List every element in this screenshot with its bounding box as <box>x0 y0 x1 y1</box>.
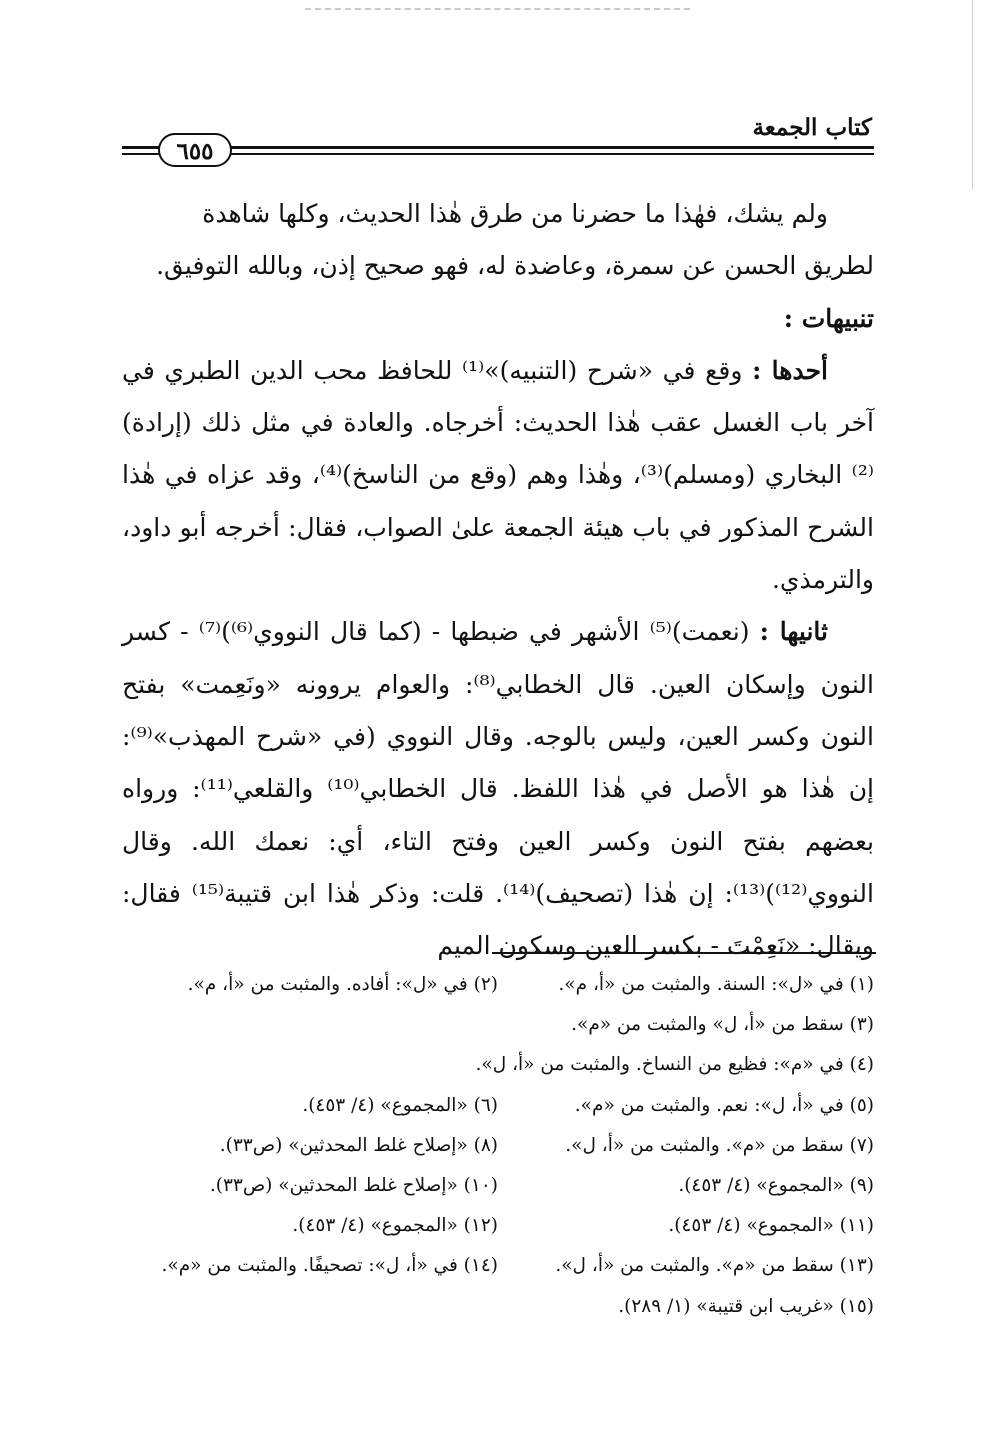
footnote-6: (٦) «المجموع» (٤/ ٤٥٣). <box>302 1094 498 1116</box>
footnote-8: (٨) «إصلاح غلط المحدثين» (ص٣٣). <box>219 1134 498 1156</box>
paragraph-first-note <box>122 345 874 606</box>
header-rule-thick <box>122 146 874 149</box>
footnote-row <box>122 1086 874 1126</box>
body-line-1: ولم يشك، فهٰذا ما حضرنا من طرق هٰذا الحديث، وكلها شاهدة <box>202 199 828 228</box>
body-line-2: لطريق الحسن عن سمرة، وعاضدة له، فهو صحيح إذن، وبالله التوفيق. <box>156 251 874 281</box>
footnote-row <box>122 1206 874 1246</box>
footnote-7: (٧) سقط من «م». والمثبت من «أ، ل». <box>565 1134 874 1156</box>
section-heading: تنبيهات : <box>783 303 874 333</box>
paragraph-first-text: وقع في «شرح (التنبيه)»⁽¹⁾ للحافظ محب الدين الطبري في آخر باب الغسل عقب هٰذا الحديث: أخرجاه. والعادة في مثل ذلك (إرادة)⁽²⁾ البخاري (ومسلم)⁽³⁾، وهٰذا وهم (وقع من الناسخ)⁽⁴⁾، وقد عزاه في هٰذا الشرح المذكور في باب هيئة الجمعة علىٰ الصواب، فقال: أخرجه أبو داود، والترمذي. <box>122 355 874 595</box>
footnote-row <box>122 1166 874 1206</box>
footnote-row <box>122 1126 874 1166</box>
footnote-14: (١٤) في «أ، ل»: تصحيفًا. والمثبت من «م». <box>161 1255 498 1277</box>
lead-word-first: أحدها : <box>752 355 828 385</box>
footnote-row <box>122 1246 874 1286</box>
footnote-13: (١٣) سقط من «م». والمثبت من «أ، ل». <box>555 1255 874 1277</box>
main-text <box>122 188 874 972</box>
footnote-row <box>122 1287 874 1327</box>
footnote-9: (٩) «المجموع» (٤/ ٤٥٣). <box>678 1174 874 1196</box>
footnote-1: (١) في «ل»: السنة. والمثبت من «أ، م». <box>558 974 874 995</box>
paragraph-second-note <box>122 606 874 972</box>
footnote-row <box>122 1045 874 1085</box>
footnotes <box>122 965 874 1327</box>
footnote-separator <box>492 952 876 954</box>
footnote-5: (٥) في «أ، ل»: نعم. والمثبت من «م». <box>574 1094 874 1116</box>
top-dashed-guide <box>305 8 690 10</box>
footnote-11: (١١) «المجموع» (٤/ ٤٥٣). <box>668 1215 874 1237</box>
footnote-3: (٣) سقط من «أ، ل» والمثبت من «م». <box>571 1014 874 1036</box>
footnote-row <box>122 965 874 1005</box>
footnote-15: (١٥) «غريب ابن قتيبة» (١/ ٢٨٩). <box>618 1295 874 1317</box>
paragraph-second-text: (نعمت)⁽⁵⁾ الأشهر في ضبطها - (كما قال النووي⁽⁶⁾)⁽⁷⁾ - كسر النون وإسكان العين. قال الخطابي⁽⁸⁾: والعوام يروونه «ونَعِمت» بفتح النون وكسر العين، وليس بالوجه. وقال النووي (في «شرح المهذب»⁽⁹⁾: إن هٰذا هو الأصل في هٰذا اللفظ. قال الخطابي⁽¹⁰⁾ والقلعي⁽¹¹⁾: ورواه بعضهم بفتح النون وكسر العين وفتح التاء، أي: نعمك الله. وقال النووي⁽¹²⁾)⁽¹³⁾: إن هٰذا (تصحيف)⁽¹⁴⁾. قلت: وذكر هٰذا ابن قتيبة⁽¹⁵⁾ فقال: ويقال: «نَعِمْتَ - بكسر العين وسكون الميم <box>122 617 874 961</box>
header-rule-thin <box>122 153 874 155</box>
footnote-10: (١٠) «إصلاح غلط المحدثين» (ص٣٣). <box>209 1174 498 1196</box>
running-header-title: كتاب الجمعة <box>752 114 872 141</box>
lead-word-second: ثانيها : <box>759 617 828 647</box>
footnote-4: (٤) في «م»: فظيع من النساخ. والمثبت من «أ، ل». <box>475 1054 874 1076</box>
footnote-2: (٢) في «ل»: أفاده. والمثبت من «أ، م». <box>187 974 498 995</box>
page-number-badge: ٦٥٥ <box>158 133 232 167</box>
footnote-12: (١٢) «المجموع» (٤/ ٤٥٣). <box>292 1215 498 1237</box>
page-edge-line <box>972 0 973 190</box>
footnote-row <box>122 1005 874 1045</box>
